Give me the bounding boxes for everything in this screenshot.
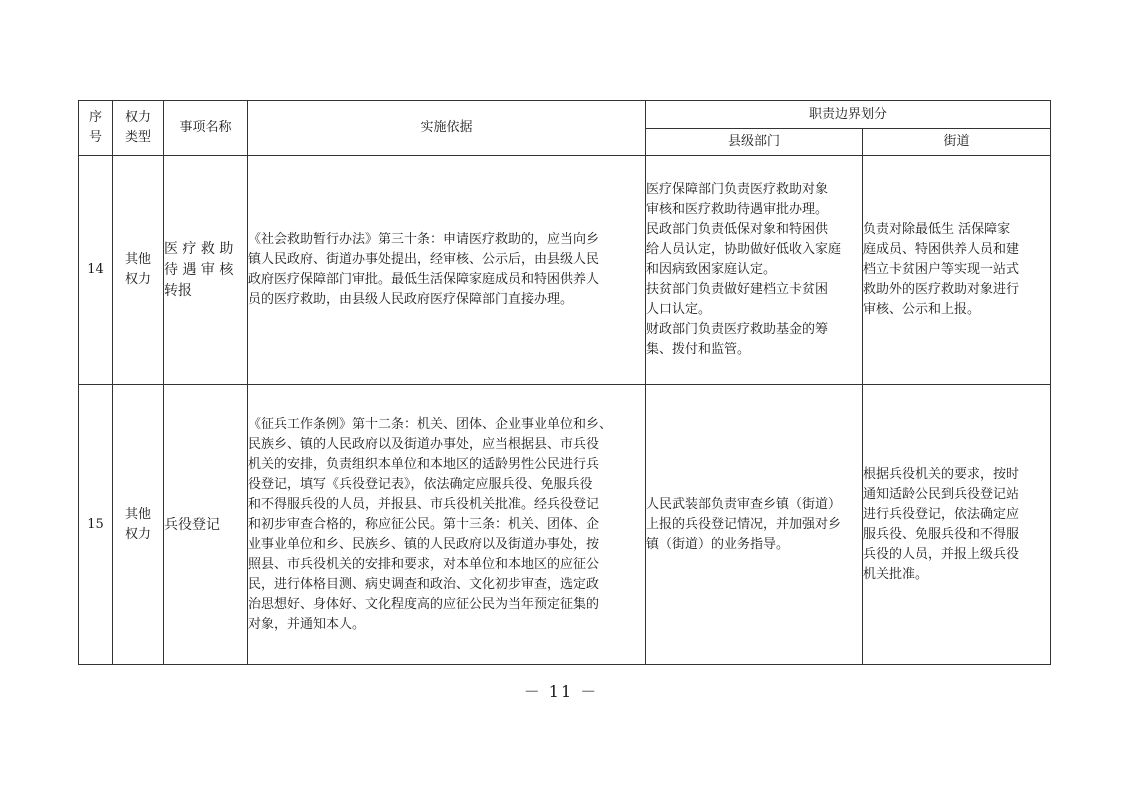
row-basis: 《征兵工作条例》第十二条：机关、团体、企业事业单位和乡、 民族乡、镇的人民政府以及街道办事处，应当根据县、市兵役 机关的安排，负责组织本单位和本地区的适龄男性公民进行兵 役登记，填写《兵役登记表》，依法确定应服兵役、免服兵役 和不得服兵役的人员，并报县、市兵役机关批准。经兵役登记 和初步审查合格的，称应征公民。第十三条：机关、团体、企 业事业单位和乡、民族乡、镇的人民政府以及街道办事处，按 照县、市兵役机关的安排和要求，对本单位和本地区的应征公 民，进行体格目测、病史调查和政治、文化初步审查，选定政 治思想好、身体好、文化程度高的应征公民为当年预定征集的 对象，并通知本人。	[248, 385, 646, 665]
row-street-duty: 根据兵役机关的要求，按时 通知适龄公民到兵役登记站 进行兵役登记，依法确定应 服兵役、免服兵役和不得服 兵役的人员，并报上级兵役 机关批准。	[863, 385, 1051, 665]
table-row	[79, 385, 1051, 665]
row-item-name: 医 疗 救 助 待 遇 审 核 转报	[164, 156, 248, 385]
row-seq: 14	[79, 156, 113, 385]
row-power-type: 其他 权力	[113, 156, 164, 385]
row-street-duty: 负责对除最低生 活保障家 庭成员、特困供养人员和建 档立卡贫困户等实现一站式 救助外的医疗救助对象进行 审核、公示和上报。	[863, 156, 1051, 385]
powers-table	[78, 100, 1051, 665]
table-row	[79, 156, 1051, 385]
header-power-type: 权力 类型	[113, 101, 164, 156]
header-responsibility-division: 职责边界划分	[646, 101, 1051, 129]
row-item-name: 兵役登记	[164, 385, 248, 665]
row-seq: 15	[79, 385, 113, 665]
row-basis: 《社会救助暂行办法》第三十条：申请医疗救助的，应当向乡 镇人民政府、街道办事处提出，经审核、公示后，由县级人民 政府医疗保障部门审批。最低生活保障家庭成员和特困供养人 员的医疗救助，由县级人民政府医疗保障部门直接办理。	[248, 156, 646, 385]
row-power-type: 其他 权力	[113, 385, 164, 665]
header-street: 街道	[863, 129, 1051, 156]
header-seq: 序 号	[79, 101, 113, 156]
header-basis: 实施依据	[248, 101, 646, 156]
row-county-duty: 人民武装部负责审查乡镇（街道） 上报的兵役登记情况，并加强对乡 镇（街道）的业务指导。	[646, 385, 863, 665]
header-item-name: 事项名称	[164, 101, 248, 156]
header-county-department: 县级部门	[646, 129, 863, 156]
page-number: － 11 －	[523, 682, 599, 701]
row-county-duty: 医疗保障部门负责医疗救助对象 审核和医疗救助待遇审批办理。 民政部门负责低保对象和特困供 给人员认定，协助做好低收入家庭 和因病致困家庭认定。 扶贫部门负责做好建档立卡贫困 人口认定。 财政部门负责医疗救助基金的筹 集、拨付和监管。	[646, 156, 863, 385]
